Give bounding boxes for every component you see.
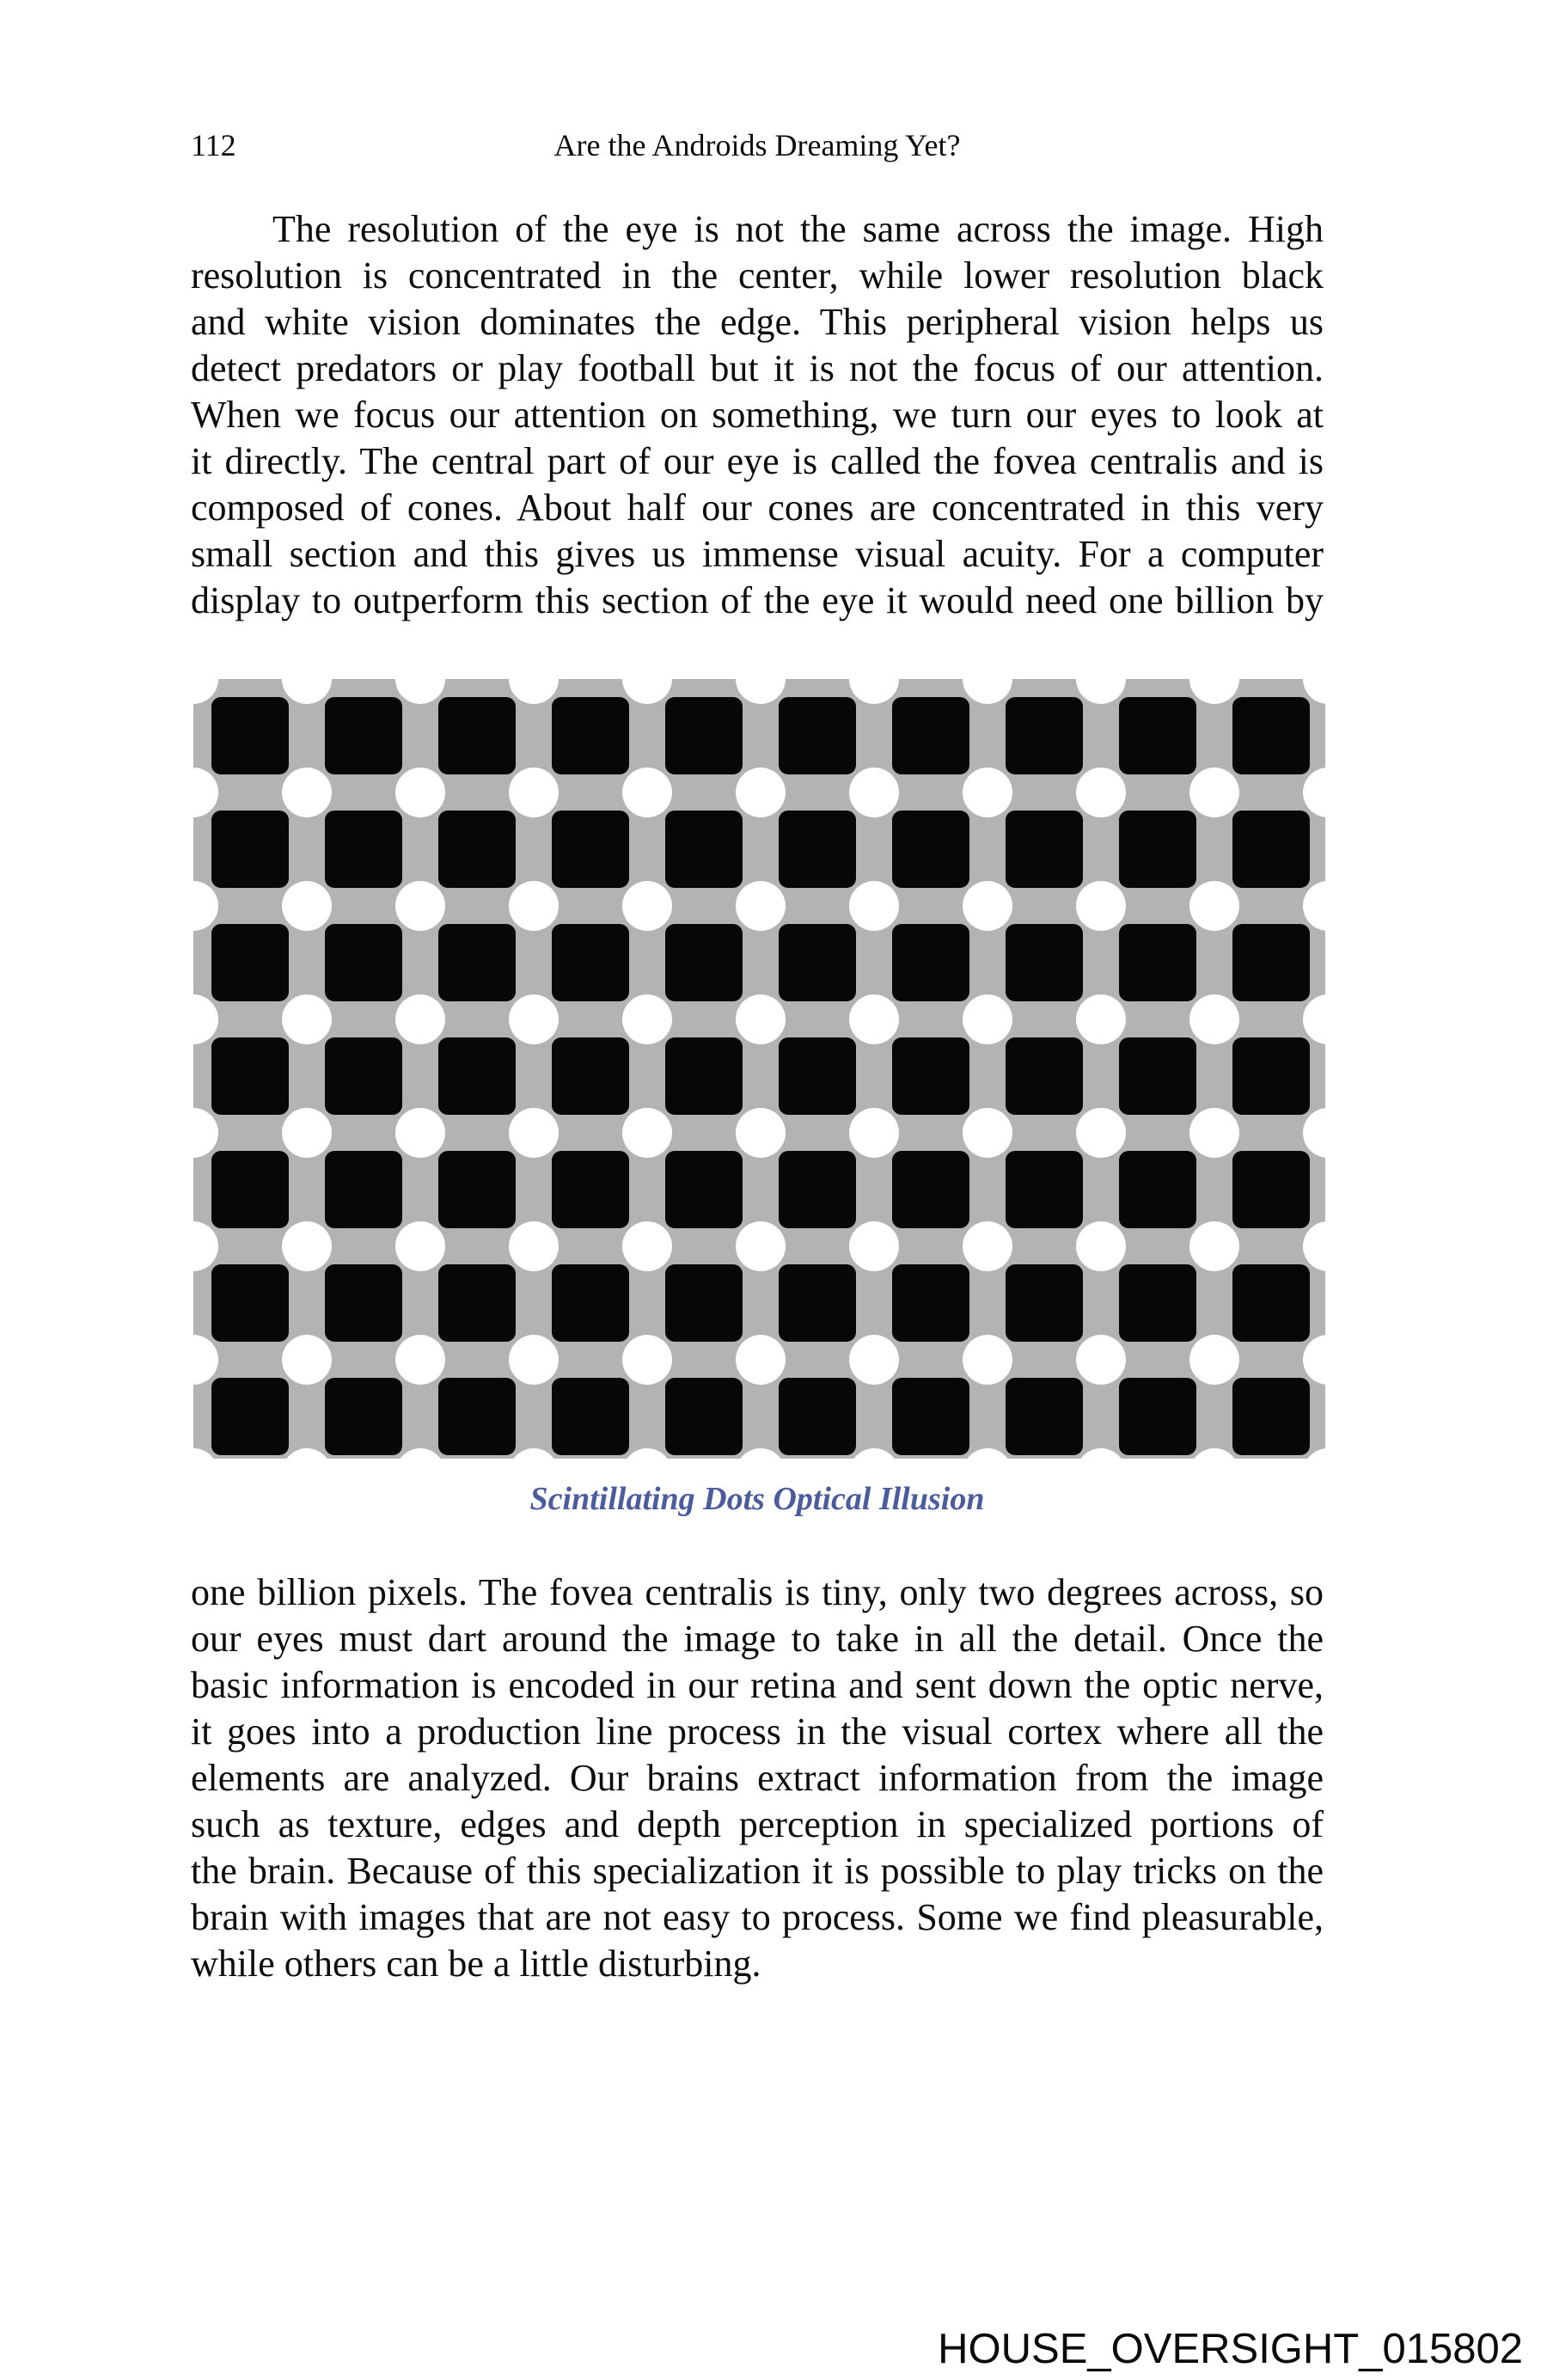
scintillating-grid-image [193, 679, 1325, 1459]
text-line: while others can be a little disturbing. [191, 1943, 761, 1985]
text-line: such as texture, edges and depth perception in specialized portions of [191, 1803, 1324, 1845]
figure-caption: Scintillating Dots Optical Illusion [529, 1481, 985, 1517]
text-line: composed of cones. About half our cones are concentrated in this very [191, 486, 1324, 529]
document-id-footer: HOUSE_OVERSIGHT_015802 [938, 2326, 1523, 2372]
text-line: the brain. Because of this specialization it is possible to play tricks on the [191, 1850, 1324, 1892]
page-number: 112 [191, 128, 236, 162]
text-line: display to outperform this section of the eye it would need one billion by [191, 579, 1324, 621]
text-line: When we focus our attention on something, we turn our eyes to look at [191, 394, 1324, 436]
text-line: it directly. The central part of our eye is called the fovea centralis and is [191, 440, 1324, 482]
text-line: small section and this gives us immense visual acuity. For a computer [191, 533, 1324, 575]
scintillating-grid-figure [193, 679, 1325, 1459]
text-line: brain with images that are not easy to process. Some we find pleasurable, [191, 1896, 1324, 1938]
running-header-title: Are the Androids Dreaming Yet? [553, 128, 961, 162]
paragraph-1 [191, 206, 1324, 624]
text-line: one billion pixels. The fovea centralis is tiny, only two degrees across, so [191, 1571, 1324, 1613]
text-line: The resolution of the eye is not the same across the image. High [272, 208, 1324, 250]
text-line: resolution is concentrated in the center, while lower resolution black [191, 254, 1324, 297]
running-head [191, 127, 1324, 163]
paragraph-2 [191, 1569, 1324, 1987]
text-line: and white vision dominates the edge. This peripheral vision helps us [191, 301, 1324, 343]
text-line: our eyes must dart around the image to take in all the detail. Once the [191, 1618, 1324, 1660]
text-line: it goes into a production line process in the visual cortex where all the [191, 1710, 1324, 1753]
text-line: elements are analyzed. Our brains extract information from the image [191, 1757, 1324, 1799]
text-line: basic information is encoded in our retina and sent down the optic nerve, [191, 1664, 1324, 1706]
text-line: detect predators or play football but it is not the focus of our attention. [191, 347, 1324, 389]
